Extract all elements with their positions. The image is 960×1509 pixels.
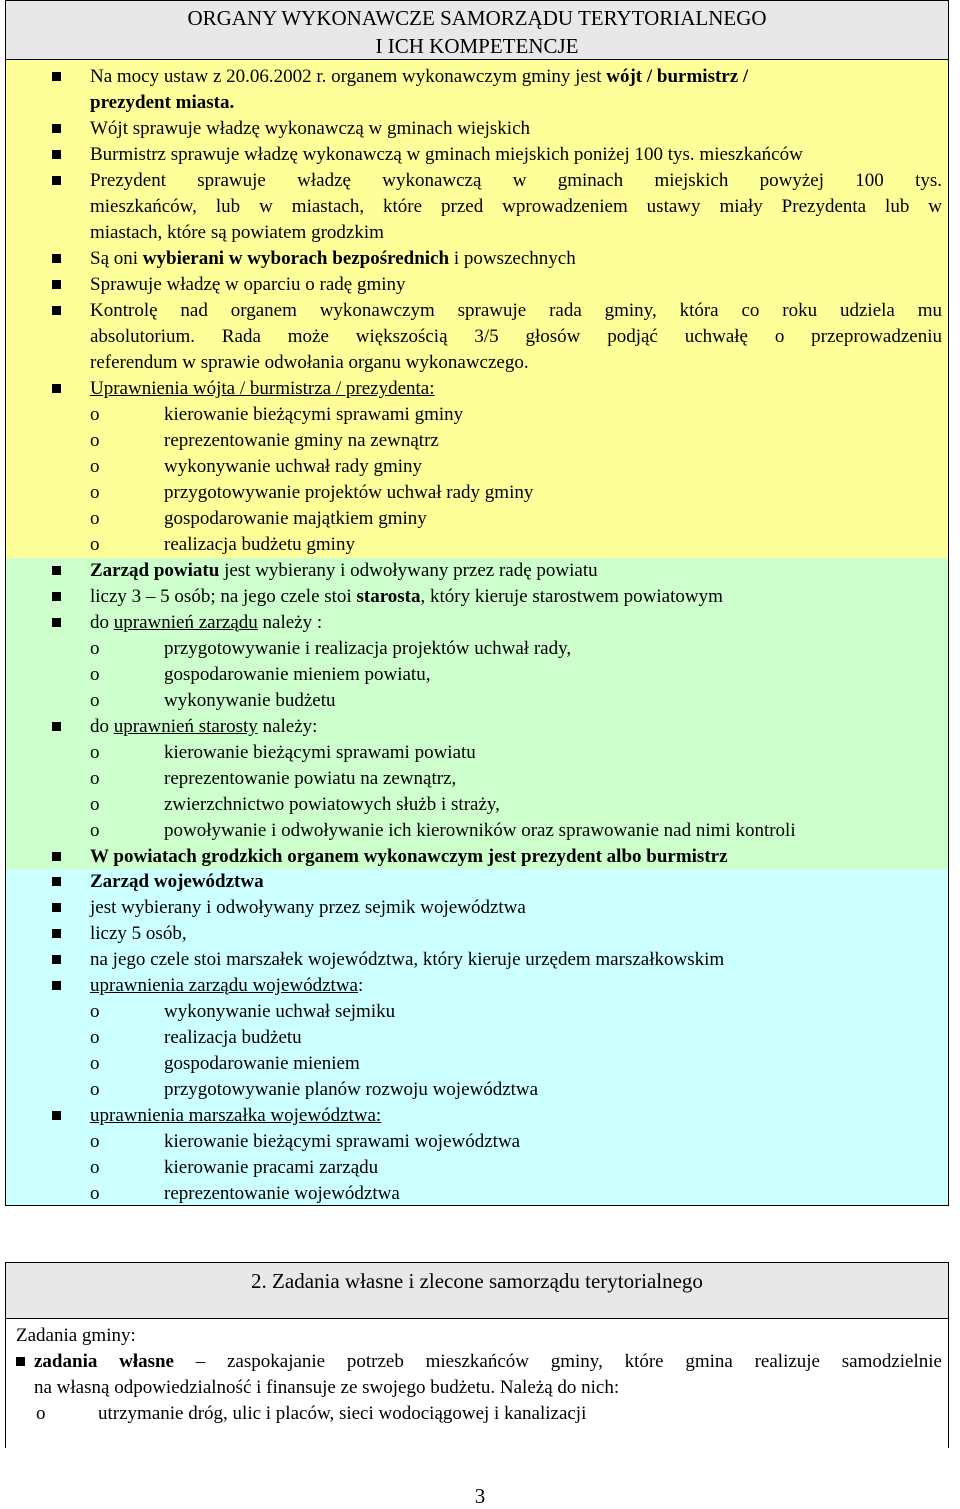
text: Wójt sprawuje władzę wykonawczą w gminach wiejskich xyxy=(90,118,531,139)
list-item-continuation xyxy=(6,220,948,246)
title-line-2: I ICH KOMPETENCJE xyxy=(375,34,579,58)
bullet-square-icon xyxy=(52,566,61,575)
sub-item xyxy=(6,792,948,818)
page-number: 3 xyxy=(474,1484,486,1508)
bullet-square-icon xyxy=(52,1111,61,1120)
sub-item xyxy=(6,1077,948,1103)
bullet-square-icon xyxy=(52,254,61,263)
circle-bullet-icon: o xyxy=(36,1403,46,1424)
organs-table xyxy=(5,0,949,1206)
list-item-continuation xyxy=(6,350,948,376)
circle-bullet-icon: o xyxy=(90,404,100,425)
sub-item xyxy=(6,740,948,766)
text: Uprawnienia wójta / burmistrza / prezydenta: xyxy=(90,378,435,399)
circle-bullet-icon: o xyxy=(90,638,100,659)
list-item xyxy=(6,921,948,947)
bold-text: wybierani w wyborach bezpośrednich xyxy=(142,248,450,269)
list-item xyxy=(6,272,948,298)
sub-item xyxy=(6,402,948,428)
list-item xyxy=(6,1103,948,1129)
circle-bullet-icon: o xyxy=(90,508,100,529)
list-item xyxy=(6,376,948,402)
bold-text: prezydent miasta. xyxy=(90,92,235,113)
text: i powszechnych xyxy=(449,248,576,269)
sub-item xyxy=(6,1401,948,1427)
section-2-title: 2. Zadania własne i zlecone samorządu terytorialnego xyxy=(251,1269,703,1293)
underlined-text: uprawnienia zarządu województwa xyxy=(90,975,358,996)
section-2-box xyxy=(5,1262,949,1448)
list-item xyxy=(6,714,948,740)
text: Prezydent sprawuje władzę wykonawczą w gminach miejskich powyżej 100 tys. xyxy=(90,170,942,191)
list-item xyxy=(6,844,948,870)
circle-bullet-icon: o xyxy=(90,664,100,685)
underlined-text: uprawnień starosty xyxy=(113,716,258,737)
text: do xyxy=(90,612,114,633)
text: Są oni xyxy=(90,248,143,269)
bullet-square-icon xyxy=(52,280,61,289)
text: powoływanie i odwoływanie ich kierowników oraz sprawowanie nad nimi kontroli xyxy=(164,820,796,841)
text: gospodarowanie mieniem powiatu, xyxy=(164,664,431,685)
bullet-square-icon xyxy=(52,150,61,159)
sub-item xyxy=(6,454,948,480)
text: absolutorium. Rada może większością 3/5 głosów podjąć uchwałę o przeprowadzeniu xyxy=(90,326,942,347)
bullet-square-icon xyxy=(52,176,61,185)
table-header xyxy=(6,1,948,60)
list-item xyxy=(6,610,948,636)
text: wykonywanie uchwał rady gminy xyxy=(164,456,423,477)
sub-item xyxy=(6,480,948,506)
list-item xyxy=(6,869,948,895)
text: , który kieruje starostwem powiatowym xyxy=(420,586,723,607)
text: kierowanie pracami zarządu xyxy=(164,1157,379,1178)
section-2-subtitle-line xyxy=(6,1323,948,1349)
text: liczy 5 osób, xyxy=(90,923,187,944)
text: zwierzchnictwo powiatowych służb i straży, xyxy=(164,794,500,815)
circle-bullet-icon: o xyxy=(90,1001,100,1022)
sub-item xyxy=(6,636,948,662)
text: mieszkańców, lub w miastach, które przed wprowadzeniem ustawy miały Prezydenta lub w xyxy=(90,196,942,217)
text: kierowanie bieżącymi sprawami województwa xyxy=(164,1131,521,1152)
sub-item xyxy=(6,999,948,1025)
text: liczy 3 – 5 osób; na jego czele stoi xyxy=(90,586,357,607)
text: miastach, które są powiatem grodzkim xyxy=(90,222,384,243)
text: kierowanie bieżącymi sprawami powiatu xyxy=(164,742,476,763)
text: wykonywanie budżetu xyxy=(164,690,336,711)
text: kierowanie bieżącymi sprawami gminy xyxy=(164,404,464,425)
gmina-section xyxy=(6,60,948,558)
list-item-continuation xyxy=(6,324,948,350)
list-item xyxy=(6,64,948,90)
wojewodztwo-section xyxy=(6,869,948,1205)
bullet-square-icon xyxy=(52,306,61,315)
sub-item xyxy=(6,532,948,558)
text: – zaspokajanie potrzeb mieszkańców gminy, które gmina realizuje samodzielnie xyxy=(174,1351,942,1372)
list-item xyxy=(6,973,948,999)
list-item xyxy=(6,298,948,324)
underlined-text: uprawnienia marszałka województwa: xyxy=(90,1105,382,1126)
circle-bullet-icon: o xyxy=(90,690,100,711)
text: jest wybierany i odwoływany przez sejmik województwa xyxy=(90,897,526,918)
text: przygotowywanie projektów uchwał rady gminy xyxy=(164,482,534,503)
text: Na mocy ustaw z 20.06.2002 r. organem wykonawczym gminy jest xyxy=(90,66,607,87)
bullet-square-icon xyxy=(52,877,61,886)
bold-text: Zarząd powiatu xyxy=(90,560,220,581)
list-item xyxy=(6,895,948,921)
list-item-continuation xyxy=(6,194,948,220)
text: reprezentowanie gminy na zewnątrz xyxy=(164,430,439,451)
circle-bullet-icon: o xyxy=(90,456,100,477)
list-item xyxy=(6,168,948,194)
text: Burmistrz sprawuje władzę wykonawczą w gminach miejskich poniżej 100 tys. mieszkańców xyxy=(90,144,803,165)
list-item xyxy=(6,947,948,973)
text: realizacja budżetu gminy xyxy=(164,534,355,555)
text: realizacja budżetu xyxy=(164,1027,302,1048)
section-2-header xyxy=(6,1263,948,1319)
circle-bullet-icon: o xyxy=(90,1131,100,1152)
circle-bullet-icon: o xyxy=(90,1183,100,1204)
bullet-square-icon xyxy=(52,929,61,938)
bullet-square-icon xyxy=(52,124,61,133)
sub-item xyxy=(6,662,948,688)
bold-text: W powiatach grodzkich organem wykonawczym jest prezydent albo burmistrz xyxy=(90,846,728,867)
circle-bullet-icon: o xyxy=(90,482,100,503)
bullet-square-icon xyxy=(52,903,61,912)
section-2-subtitle: Zadania gminy: xyxy=(16,1325,136,1346)
bullet-square-icon xyxy=(52,981,61,990)
circle-bullet-icon: o xyxy=(90,1027,100,1048)
circle-bullet-icon: o xyxy=(90,1079,100,1100)
text: gospodarowanie majątkiem gminy xyxy=(164,508,427,529)
list-item xyxy=(6,558,948,584)
text: utrzymanie dróg, ulic i placów, sieci wodociągowej i kanalizacji xyxy=(98,1403,587,1424)
bullet-square-icon xyxy=(52,618,61,627)
sub-item xyxy=(6,428,948,454)
list-item xyxy=(6,116,948,142)
list-item-continuation xyxy=(6,90,948,116)
circle-bullet-icon: o xyxy=(90,1053,100,1074)
bold-text: zadania własne xyxy=(34,1351,174,1372)
bullet-square-icon xyxy=(52,722,61,731)
text: na własną odpowiedzialność i finansuje ze swojego budżetu. Należą do nich: xyxy=(34,1377,620,1398)
text: reprezentowanie województwa xyxy=(164,1183,400,1204)
text: : xyxy=(358,975,364,996)
bullet-square-icon xyxy=(52,384,61,393)
circle-bullet-icon: o xyxy=(90,430,100,451)
circle-bullet-icon: o xyxy=(90,534,100,555)
text: Sprawuje władzę w oparciu o radę gminy xyxy=(90,274,406,295)
text: jest wybierany i odwoływany przez radę powiatu xyxy=(219,560,598,581)
list-item-continuation xyxy=(6,1375,948,1401)
text: przygotowywanie i realizacja projektów uchwał rady, xyxy=(164,638,572,659)
sub-item xyxy=(6,1025,948,1051)
circle-bullet-icon: o xyxy=(90,1157,100,1178)
bullet-square-icon xyxy=(52,852,61,861)
title-line-1: ORGANY WYKONAWCZE SAMORZĄDU TERYTORIALNEGO xyxy=(187,6,767,30)
text: referendum w sprawie odwołania organu wykonawczego. xyxy=(90,352,529,373)
bullet-square-icon xyxy=(52,955,61,964)
sub-item xyxy=(6,1181,948,1207)
circle-bullet-icon: o xyxy=(90,742,100,763)
powiat-section xyxy=(6,558,948,869)
sub-item xyxy=(6,1051,948,1077)
sub-item xyxy=(6,1155,948,1181)
bullet-square-icon xyxy=(52,72,61,81)
circle-bullet-icon: o xyxy=(90,820,100,841)
underlined-text: uprawnień zarządu xyxy=(113,612,258,633)
circle-bullet-icon: o xyxy=(90,794,100,815)
list-item xyxy=(6,1349,948,1375)
text: przygotowywanie planów rozwoju województwa xyxy=(164,1079,539,1100)
bullet-square-icon xyxy=(16,1357,25,1366)
list-item xyxy=(6,584,948,610)
text: wykonywanie uchwał sejmiku xyxy=(164,1001,396,1022)
text: do xyxy=(90,716,114,737)
text: Kontrolę nad organem wykonawczym sprawuje rada gminy, która co roku udziela mu xyxy=(90,300,942,321)
bold-text: Zarząd województwa xyxy=(90,871,264,892)
text: na jego czele stoi marszałek województwa, który kieruje urzędem marszałkowskim xyxy=(90,949,725,970)
text: reprezentowanie powiatu na zewnątrz, xyxy=(164,768,457,789)
bold-text: starosta xyxy=(356,586,421,607)
list-item xyxy=(6,142,948,168)
text: należy: xyxy=(257,716,318,737)
sub-item xyxy=(6,766,948,792)
sub-item xyxy=(6,506,948,532)
sub-item xyxy=(6,688,948,714)
list-item xyxy=(6,246,948,272)
text: gospodarowanie mieniem xyxy=(164,1053,360,1074)
sub-item xyxy=(6,1129,948,1155)
circle-bullet-icon: o xyxy=(90,768,100,789)
text: należy : xyxy=(257,612,323,633)
sub-item xyxy=(6,818,948,844)
bold-text: wójt / burmistrz / xyxy=(606,66,749,87)
bullet-square-icon xyxy=(52,592,61,601)
